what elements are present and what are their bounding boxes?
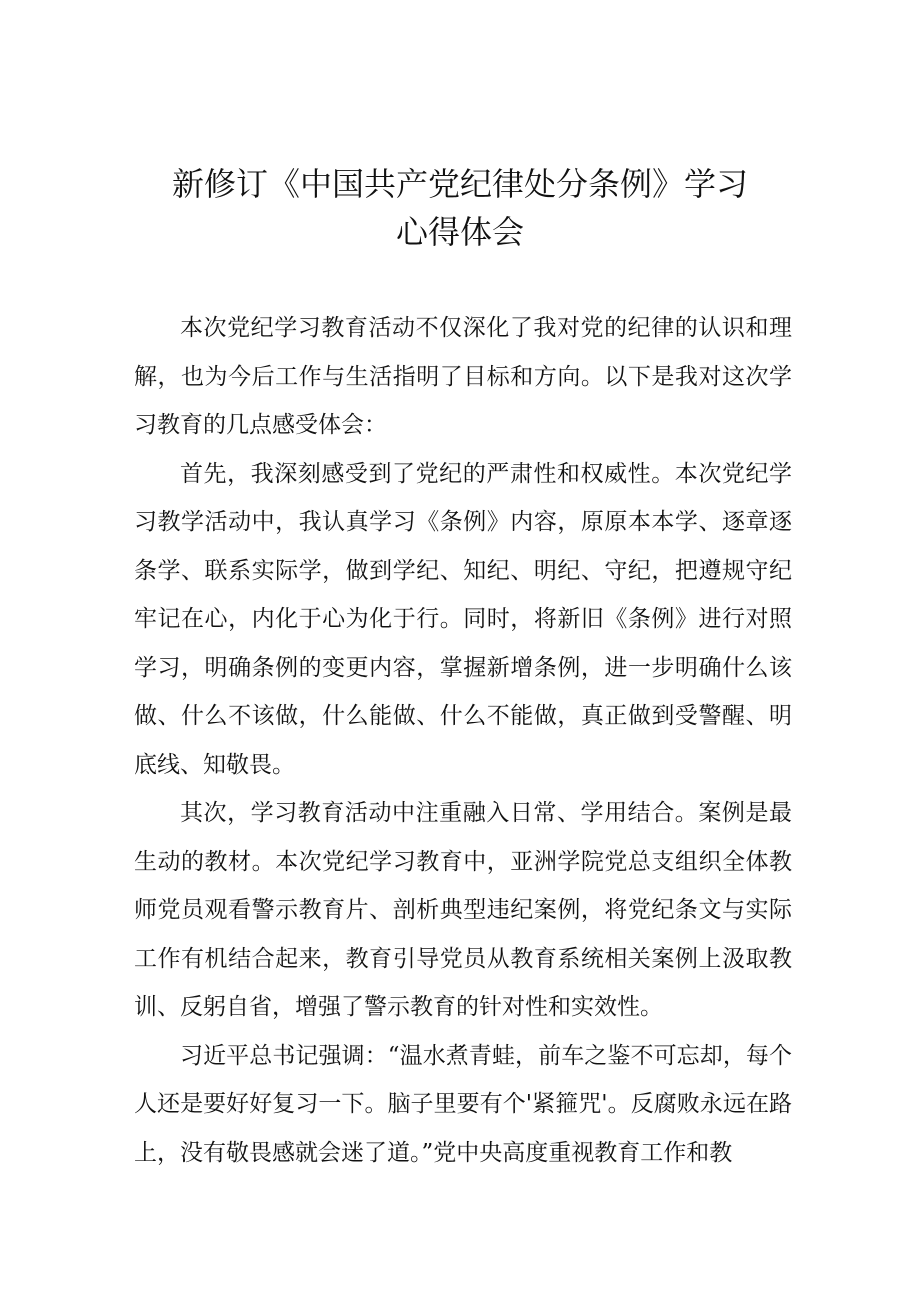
paragraph-quote: 习近平总书记强调：“温水煮青蛙，前车之鉴不可忘却，每个人还是要好好复习一下。脑子里要有个'紧箍咒'。反腐败永远在路上，没有敬畏感就会迷了道。”党中央高度重视教育工作和教 bbox=[134, 1042, 792, 1166]
paragraph-second: 其次，学习教育活动中注重融入日常、学用结合。案例是最生动的教材。本次党纪学习教育中，亚洲学院党总支组织全体教师党员观看警示教育片、剖析典型违纪案例，将党纪条文与实际工作有机结合起来，教育引导党员从教育系统相关案例上汲取教训、反躬自省，增强了警示教育的针对性和实效性。 bbox=[134, 800, 792, 1020]
paragraph-intro: 本次党纪学习教育活动不仅深化了我对党的纪律的认识和理解，也为今后工作与生活指明了目标和方向。以下是我对这次学习教育的几点感受体会： bbox=[134, 315, 792, 438]
title-line-1: 新修订《中国共产党纪律处分条例》学习 bbox=[171, 165, 748, 203]
title-line-2: 心得体会 bbox=[395, 213, 524, 251]
document-title bbox=[0, 160, 920, 256]
paragraph-first: 首先，我深刻感受到了党纪的严肃性和权威性。本次党纪学习教学活动中，我认真学习《条例》内容，原原本本学、逐章逐条学、联系实际学，做到学纪、知纪、明纪、守纪，把遵规守纪牢记在心，内化于心为化于行。同时，将新旧《条例》进行对照学习，明确条例的变更内容，掌握新增条例，进一步明确什么该做、什么不该做，什么能做、什么不能做，真正做到受警醒、明底线、知敬畏。 bbox=[134, 460, 792, 778]
document-body bbox=[134, 304, 792, 1177]
